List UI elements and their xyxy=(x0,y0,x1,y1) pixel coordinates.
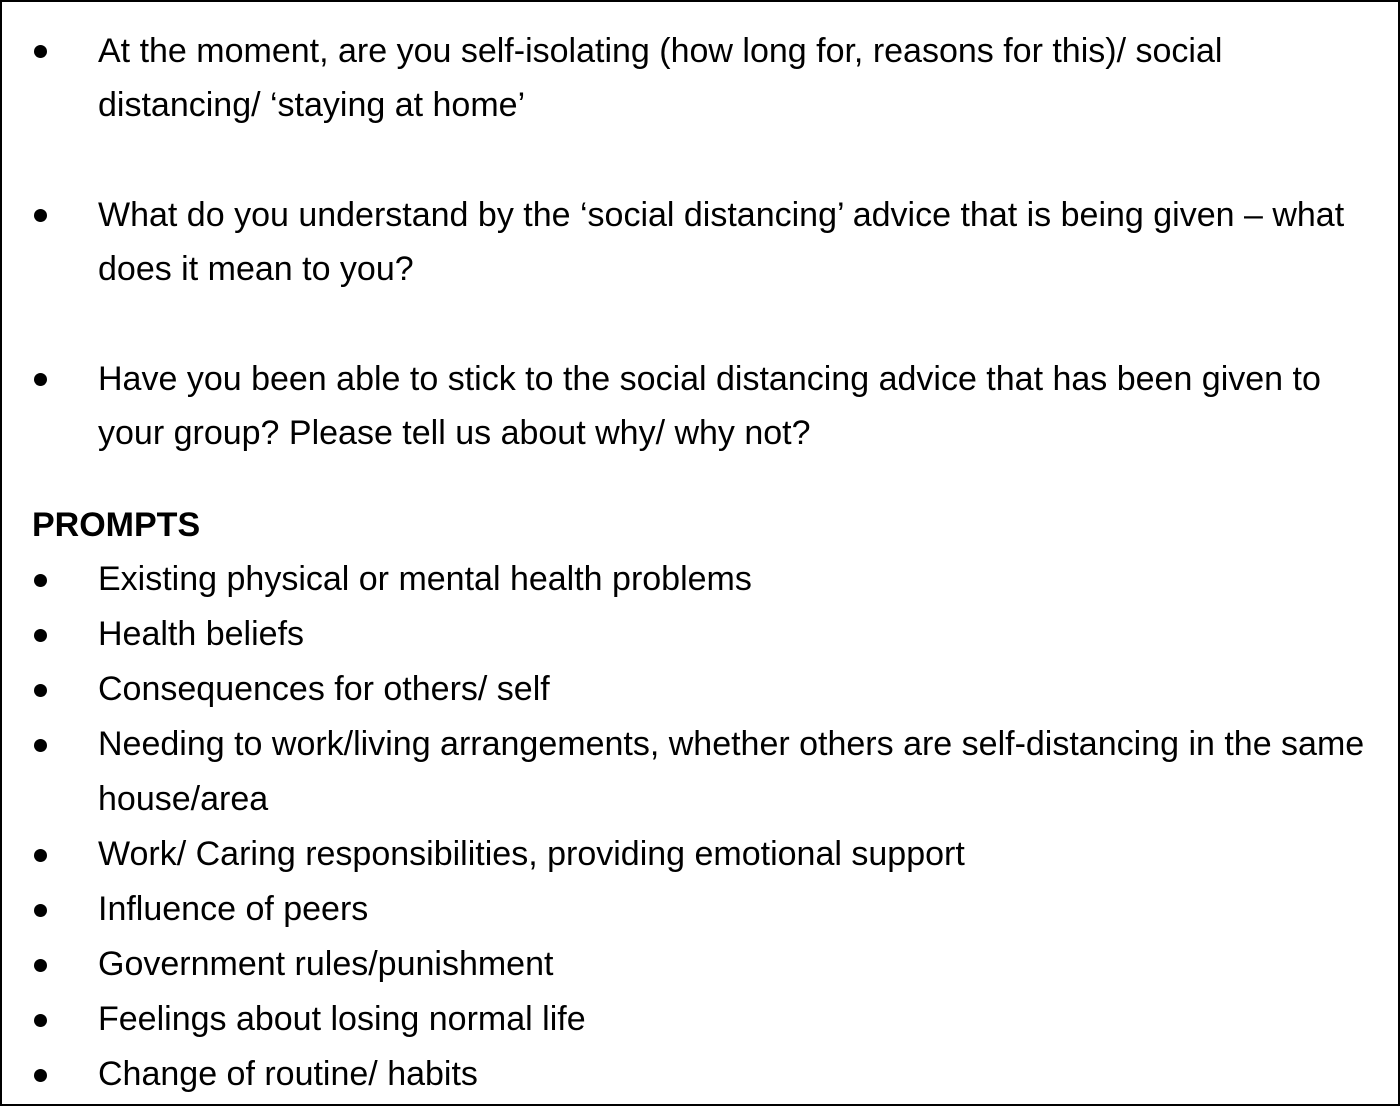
prompt-item xyxy=(30,607,1380,662)
document-content xyxy=(30,24,1380,1102)
bullet-icon xyxy=(34,45,47,58)
prompt-text: Government rules/punishment xyxy=(98,945,554,983)
prompt-item xyxy=(30,552,1380,607)
prompt-item xyxy=(30,937,1380,992)
question-text: At the moment, are you self-isolating (how long for, reasons for this)/ social distancing/ ‘staying at home’ xyxy=(98,32,1223,124)
bullet-icon xyxy=(34,904,47,917)
question-item xyxy=(30,352,1380,460)
prompt-text: Health beliefs xyxy=(98,615,305,653)
prompt-text: Feelings about losing normal life xyxy=(98,1000,586,1038)
prompt-item xyxy=(30,717,1380,827)
prompt-text: Change of routine/ habits xyxy=(98,1055,478,1093)
question-text: What do you understand by the ‘social distancing’ advice that is being given – what does it mean to you? xyxy=(98,196,1345,288)
bullet-icon xyxy=(34,629,47,642)
prompt-text: Influence of peers xyxy=(98,890,369,928)
bullet-icon xyxy=(34,1069,47,1082)
bullet-icon xyxy=(34,1014,47,1027)
bullet-icon xyxy=(34,849,47,862)
prompt-item xyxy=(30,827,1380,882)
prompt-text: Existing physical or mental health problems xyxy=(98,560,752,598)
bullet-icon xyxy=(34,739,47,752)
bullet-icon xyxy=(34,684,47,697)
question-text: Have you been able to stick to the social distancing advice that has been given to your group? Please tell us about why/ why not? xyxy=(98,360,1321,452)
bullet-icon xyxy=(34,209,47,222)
prompt-item xyxy=(30,882,1380,937)
prompt-item xyxy=(30,1047,1380,1102)
bullet-icon xyxy=(34,959,47,972)
question-item xyxy=(30,24,1380,132)
question-list xyxy=(30,24,1380,460)
prompt-text: Needing to work/living arrangements, whether others are self-distancing in the same house/area xyxy=(98,725,1365,818)
prompts-heading: PROMPTS xyxy=(32,506,201,544)
bullet-icon xyxy=(34,373,47,386)
prompt-list xyxy=(30,552,1380,1102)
prompt-item xyxy=(30,662,1380,717)
bullet-icon xyxy=(34,574,47,587)
prompt-text: Consequences for others/ self xyxy=(98,670,550,708)
prompt-item xyxy=(30,992,1380,1047)
prompt-text: Work/ Caring responsibilities, providing emotional support xyxy=(98,835,965,873)
question-item xyxy=(30,188,1380,296)
